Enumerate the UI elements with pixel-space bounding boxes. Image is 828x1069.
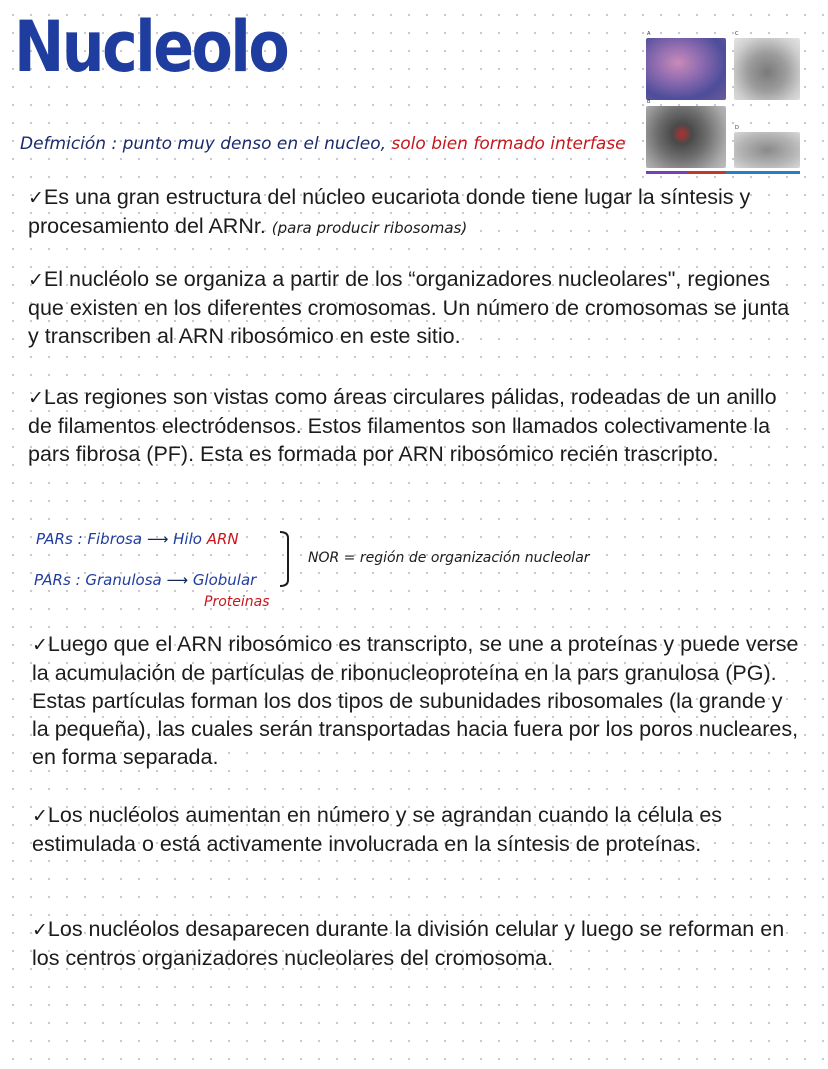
definition-label: Defmición :	[20, 134, 118, 154]
micrograph-label-b: B	[647, 99, 651, 105]
check-icon: ✓	[28, 387, 44, 409]
micrograph-label-d: D	[735, 125, 739, 131]
definition-text: punto muy denso en el nucleo,	[122, 134, 387, 154]
note-fibrosa-result: Hilo	[173, 530, 202, 548]
arrow-right-icon: ⟶	[166, 571, 189, 589]
page-title: Nucleolo	[14, 6, 288, 88]
nucleolus-micrographs	[646, 31, 802, 174]
paragraph-1	[28, 183, 798, 242]
note-row-granulosa	[34, 571, 256, 589]
arrow-right-icon: ⟶	[146, 530, 169, 548]
note-fibrosa-extra: ARN	[206, 530, 239, 548]
paragraph-1-note: (para producir ribosomas)	[271, 219, 468, 237]
paragraph-2	[28, 265, 798, 350]
note-fibrosa-label: PARs : Fibrosa	[36, 530, 143, 548]
micrograph-label-c: C	[735, 31, 739, 37]
color-bar-purple	[646, 171, 688, 174]
check-icon: ✓	[28, 269, 44, 291]
bracket-icon	[278, 530, 294, 588]
check-icon: ✓	[28, 187, 44, 209]
paragraph-3	[28, 383, 798, 468]
check-icon: ✓	[32, 919, 48, 941]
paragraph-4-text: Luego que el ARN ribosómico es transcripto, se une a proteínas y puede verse la acumulación de partículas de ribonucleoproteína en la pars granulosa (PG). Estas partículas forman los dos tipos de subunidades ribosomales (la grande y la pequeña), las cuales serán transportadas hacia fuera por los poros nucleares, en forma separada.	[32, 632, 799, 769]
paragraph-4	[32, 630, 802, 771]
color-bar-blue	[726, 171, 800, 174]
paragraph-1-text: Es una gran estructura del núcleo eucariota donde tiene lugar la síntesis y procesamiento del ARNr.	[28, 185, 751, 238]
check-icon: ✓	[32, 805, 48, 827]
check-icon: ✓	[32, 634, 48, 656]
color-bar-red	[688, 171, 726, 174]
paragraph-6	[32, 915, 802, 972]
micrograph-a	[646, 38, 726, 100]
note-granulosa-label: PARs : Granulosa	[34, 571, 162, 589]
micrograph-b	[646, 106, 726, 168]
paragraph-5	[32, 801, 802, 858]
paragraph-2-text: El nucléolo se organiza a partir de los “organizadores nucleolares", regiones que existen en los diferentes cromosomas. Un número de cromosomas se junta y transcriben al ARN ribosómico en este sitio.	[28, 267, 790, 348]
note-row-fibrosa	[36, 530, 239, 548]
micrograph-label-a: A	[647, 31, 651, 37]
definition-line	[20, 134, 626, 154]
note-granulosa-result: Globular	[192, 571, 257, 589]
note-proteinas: Proteinas	[204, 594, 270, 610]
paragraph-6-text: Los nucléolos desaparecen durante la división celular y luego se reforman en los centros organizadores nucleolares del cromosoma.	[32, 917, 785, 970]
micrograph-c	[734, 38, 800, 100]
micrograph-d	[734, 132, 800, 168]
nor-note: NOR = región de organización nucleolar	[308, 550, 590, 566]
paragraph-5-text: Los nucléolos aumentan en número y se agrandan cuando la célula es estimulada o está activamente involucrada en la síntesis de proteínas.	[32, 803, 723, 856]
definition-note: solo bien formado interfase	[391, 134, 626, 154]
paragraph-3-text: Las regiones son vistas como áreas circulares pálidas, rodeadas de un anillo de filamentos electródensos. Estos filamentos son llamados colectivamente la pars fibrosa (PF). Esta es formada por ARN ribosómico recién trascripto.	[28, 385, 777, 466]
